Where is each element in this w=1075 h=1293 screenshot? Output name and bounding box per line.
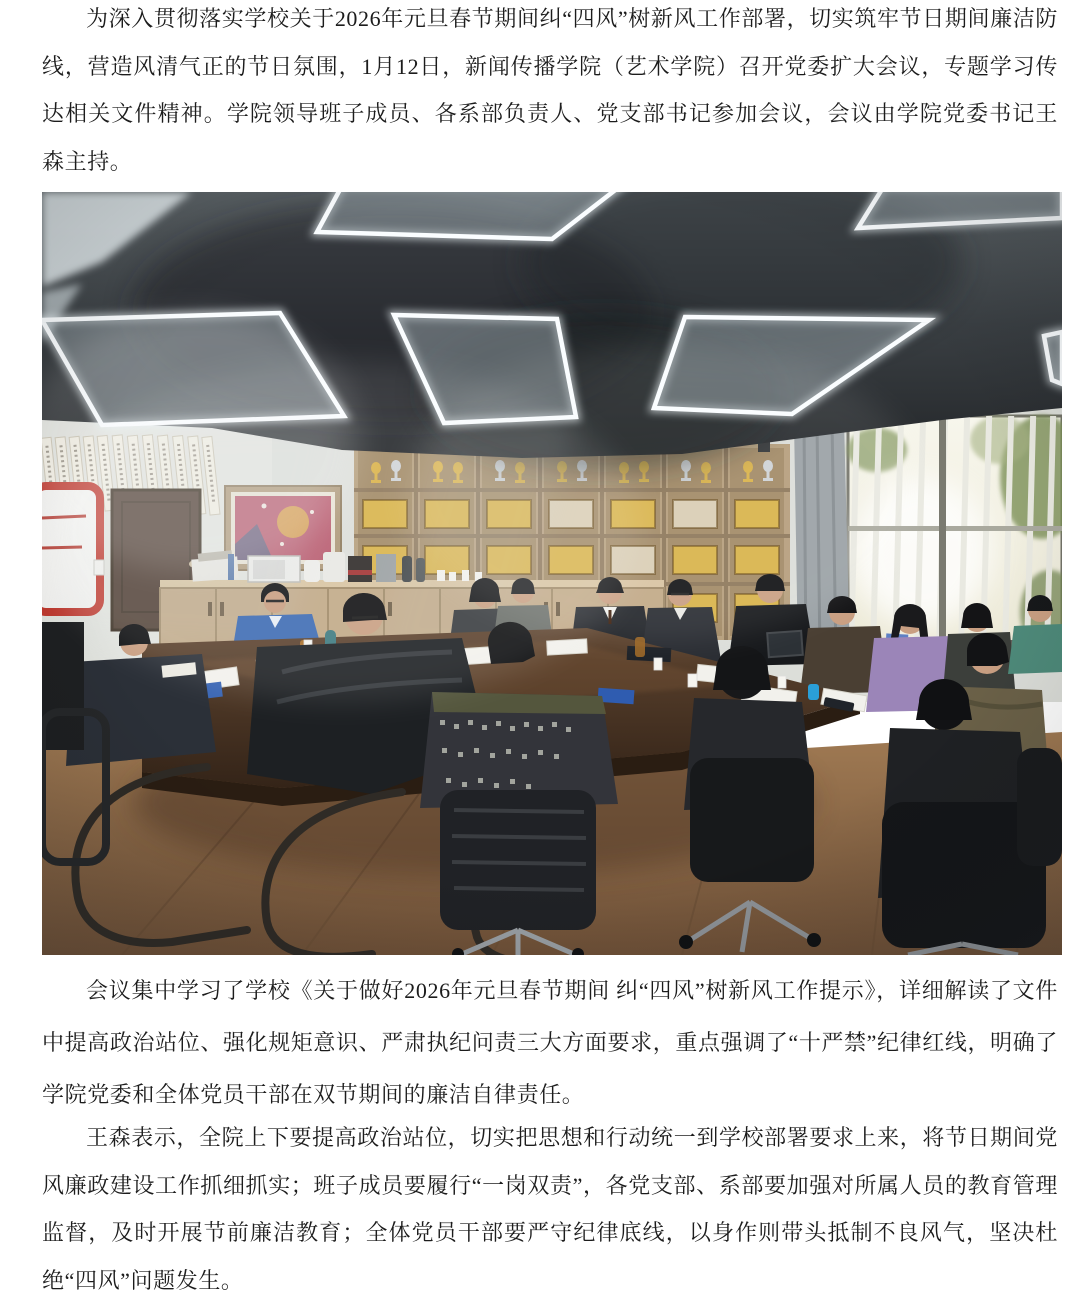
paragraph-intro: 为深入贯彻落实学校关于2026年元旦春节期间纠“四风”树新风工作部署，切实筑牢节日期间廉洁防线，营造风清气正的节日氛围，1月12日，新闻传播学院（艺术学院）召开党委扩大会议，专题学习传达相关文件精神。学院领导班子成员、各系部负责人、党支部书记参加会议，会议由学院党委书记王森主持。 — [42, 6, 1058, 174]
meeting-photo — [42, 192, 1062, 955]
meeting-photo-illustration — [42, 192, 1062, 955]
paragraph-remarks: 王森表示，全院上下要提高政治站位，切实把思想和行动统一到学校部署要求上来，将节日期间党风廉政建设工作抓细抓实；班子成员要履行“一岗双责”，各党支部、系部要加强对所属人员的教育管理监督，及时开展节前廉洁教育；全体党员干部要严守纪律底线，以身作则带头抵制不良风气，坚决杜绝“四风”问题发生。 — [42, 1125, 1058, 1293]
paragraph-study: 会议集中学习了学校《关于做好2026年元旦春节期间 纠“四风”树新风工作提示》，详细解读了文件中提高政治站位、强化规矩意识、严肃执纪问责三大方面要求，重点强调了“十严禁”纪律红线，明确了学院党委和全体党员干部在双节期间的廉洁自律责任。 — [42, 978, 1058, 1107]
